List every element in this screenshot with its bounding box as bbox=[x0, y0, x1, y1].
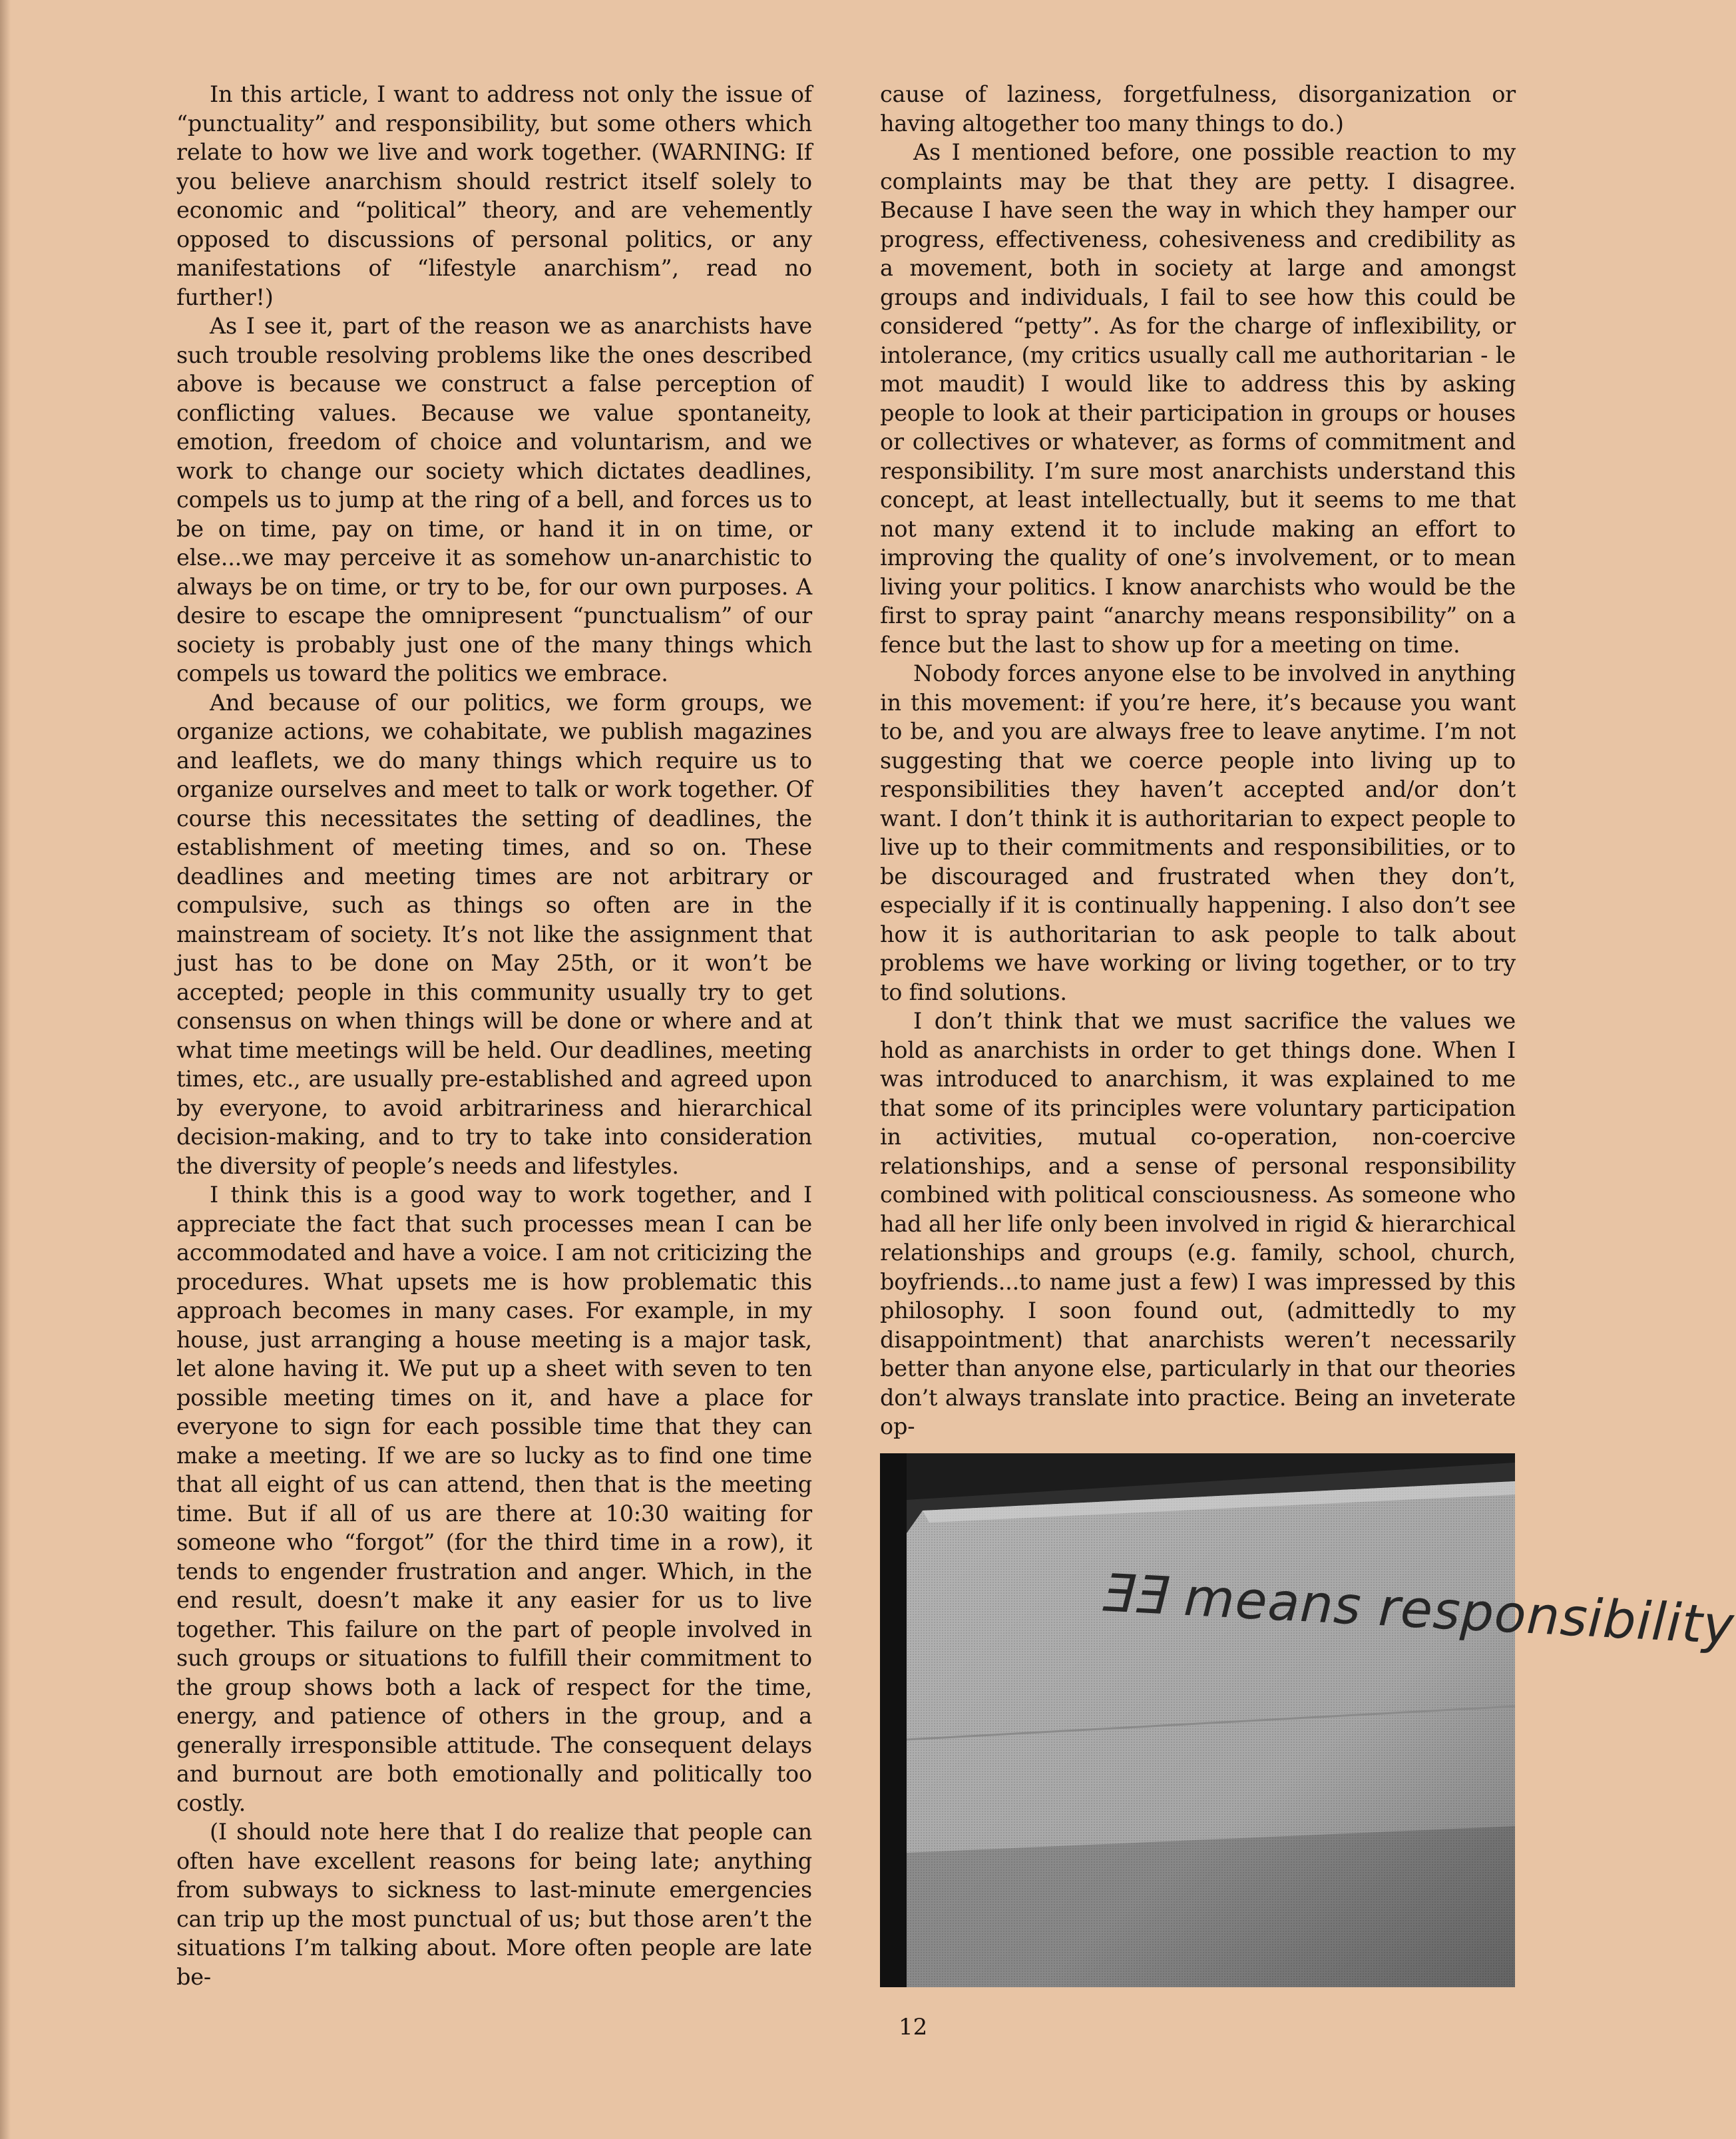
paragraph-3: And because of our politics, we form groups, we organize actions, we cohabitate, we publish magazines and leaflets, we do many things which require us to organize ourselves and meet to talk or work together. Of course this necessitates the setting of deadlines, the establishment of meeting times, and so on. These deadlines and meeting times are not arbitrary or compulsive, such as things so often are in the mainstream of society. It’s not like the assignment that just has to be done on May 25th, or it won’t be accepted; people in this community usually try to get consensus on when things will be done or where and at what time meetings will be held. Our deadlines, meeting times, etc., are usually pre-established and agreed upon by everyone, to avoid arbitrariness and hierarchical decision-making, and to try to take into consideration the diversity of people’s needs and lifestyles. bbox=[176, 689, 812, 1179]
left-dark-edge bbox=[880, 1453, 907, 1987]
graffiti-photo-drawing bbox=[880, 1453, 1515, 1987]
graffiti-text: ƎƎ means responsibility bbox=[1098, 1563, 1736, 1656]
paragraph-6: cause of laziness, forgetfulness, disorganization or having altogether too many things to do.) bbox=[880, 81, 1516, 136]
graffiti-photo bbox=[880, 1453, 1736, 1987]
paragraph-1: In this article, I want to address not only the issue of “punctuality” and responsibility, but some others which relate to how we live and work together. (WARNING: If you believe anarchism should restrict itself solely to economic and “political” theory, and are vehemently opposed to discussions of personal politics, or any manifestations of “lifestyle anarchism”, read no further!) bbox=[176, 81, 812, 310]
paragraph-2: As I see it, part of the reason we as anarchists have such trouble resolving problems like the ones described above is because we construct a false perception of conflicting values. Because we value spontaneity, emotion, freedom of choice and voluntarism, and we work to change our society which dictates deadlines, compels us to jump at the ring of a bell, and forces us to be on time, pay on time, or hand it in on time, or else...we may perceive it as somehow un-anarchistic to always be on time, or try to be, for our own purposes. A desire to escape the omnipresent “punctualism” of our society is probably just one of the many things which compels us toward the politics we embrace. bbox=[176, 313, 812, 686]
paragraph-4: I think this is a good way to work together, and I appreciate the fact that such processes mean I can be accommodated and have a voice. I am not criticizing the procedures. What upsets me is how problematic this approach becomes in many cases. For example, in my house, just arranging a house meeting is a major task, let alone having it. We put up a sheet with seven to ten possible meeting times on it, and have a place for everyone to sign for each possible time that they can make a meeting. If we are so lucky as to find one time that all eight of us can attend, then that is the meeting time. But if all of us are there at 10:30 waiting for someone who “forgot” (for the third time in a row), it tends to engender frustration and anger. Which, in the end result, doesn’t make it any easier for us to live together. This failure on the part of people involved in such groups or situations to fulfill their commitment to the group shows both a lack of respect for the time, energy, and patience of others in the group, and a generally irresponsible attitude. The consequent delays and burnout are both emotionally and politically too costly. bbox=[176, 1182, 812, 1816]
page-number: 12 bbox=[899, 2014, 928, 2040]
paragraph-5: (I should note here that I do realize that people can often have excellent reasons for being late; anything from subways to sickness to last-minute emergencies can trip up the most punctual of us; but those aren’t the situations I’m talking about. More often people are late be- bbox=[176, 1819, 812, 1990]
article-right-column bbox=[880, 80, 1516, 1439]
wall-lower-shadow bbox=[907, 1826, 1515, 1987]
paragraph-7: As I mentioned before, one possible reaction to my complaints may be that they are petty. I disagree. Because I have seen the way in which they hamper our progress, effectiveness, cohesiveness and credibility as a movement, both in society at large and amongst groups and individuals, I fail to see how this could be considered “petty”. As for the charge of inflexibility, or intolerance, (my critics usually call me authoritarian - le mot maudit) I would like to address this by asking people to look at their participation in groups or houses or collectives or whatever, as forms of commitment and responsibility. I’m sure most anarchists understand this concept, at least intellectually, but it seems to me that not many extend it to include making an effort to improving the quality of one’s involvement, or to mean living your politics. I know anarchists who would be the first to spray paint “anarchy means responsibility” on a fence but the last to show up for a meeting on time. bbox=[880, 139, 1516, 658]
paragraph-9: I don’t think that we must sacrifice the values we hold as anarchists in order to get things done. When I was introduced to anarchism, it was explained to me that some of its principles were voluntary participation in activities, mutual co-operation, non-coercive relationships, and a sense of personal responsibility combined with political consciousness. As someone who had all her life only been involved in rigid & hierarchical relationships and groups (e.g. family, school, church, boyfriends...to name just a few) I was impressed by this philosophy. I soon found out, (admittedly to my disappointment) that anarchists weren’t necessarily better than anyone else, particularly in that our theories don’t always translate into practice. Being an inveterate op- bbox=[880, 1008, 1516, 1439]
paragraph-8: Nobody forces anyone else to be involved in anything in this movement: if you’re here, it’s because you want to be, and you are always free to leave anytime. I’m not suggesting that we coerce people into living up to responsibilities they haven’t accepted and/or don’t want. I don’t think it is authoritarian to expect people to live up to their commitments and responsibilities, or to be discouraged and frustrated when they don’t, especially if it is continually happening. I also don’t see how it is authoritarian to ask people to talk about problems we have working or living together, or to try to find solutions. bbox=[880, 660, 1516, 1005]
page-edge-shadow bbox=[0, 0, 11, 2139]
article-left-column bbox=[176, 80, 812, 1997]
